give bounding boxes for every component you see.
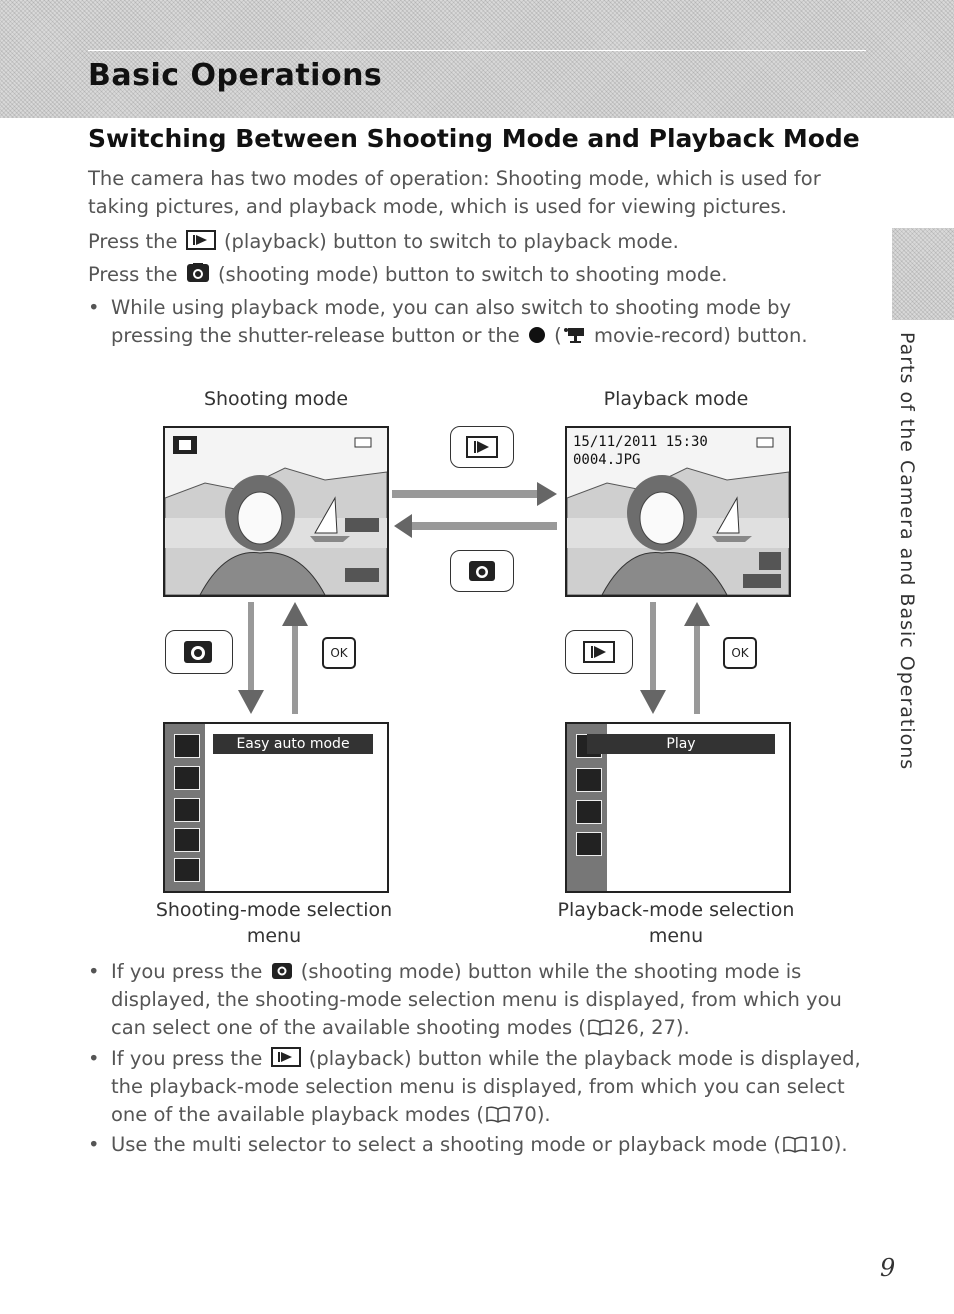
text: 10).: [808, 1133, 848, 1156]
playback-icon: [451, 427, 513, 467]
shooting-mode-label: Shooting mode: [203, 388, 349, 410]
text: Press the: [88, 263, 178, 286]
playback-icon: [566, 631, 632, 673]
playback-key: [450, 426, 514, 468]
menu-icon-column: [165, 724, 205, 891]
text: If you press the: [111, 960, 263, 983]
auto-mode-icon: [174, 858, 200, 882]
caption-line: menu: [648, 925, 704, 947]
arrow-to-shooting: [412, 522, 557, 530]
text: movie-record) button.: [594, 324, 808, 347]
shooting-instruction: [88, 261, 868, 289]
menu-title-bar: Easy auto mode: [213, 734, 373, 754]
bullet-text: While using playback mode, you can also switch to shooting mode by pressing the shutter-release button or the ( movie-record) button.: [111, 296, 808, 347]
menu-arrows-left: [238, 602, 308, 714]
list-by-date-icon: [576, 832, 602, 856]
shooting-menu-caption: [124, 897, 424, 949]
playback-screen: [565, 426, 791, 597]
section-banner: [0, 0, 954, 118]
bullet-text: [111, 958, 871, 1042]
scene-icon: [174, 766, 200, 790]
playback-date: 15/11/2011 15:30: [573, 434, 708, 450]
playback-menu-caption: [526, 897, 826, 949]
book-icon: [486, 1105, 510, 1123]
mode-switch-arrows: [392, 480, 560, 540]
playback-key: [565, 630, 633, 674]
bullet-dot: •: [88, 960, 100, 983]
menu-title-bar: Play: [587, 734, 775, 754]
caption-line: Shooting-mode selection: [155, 899, 393, 921]
bullet-dot: •: [88, 296, 100, 319]
text: (playback) button to switch to playback mode.: [223, 230, 679, 253]
camera-icon: [186, 263, 210, 283]
ok-button: OK: [723, 637, 757, 669]
intro-paragraph: The camera has two modes of operation: Shooting mode, which is used for taking pictures, and playback mode, which is used for viewing pictures.: [88, 167, 821, 218]
banner-rule: [88, 50, 866, 51]
bullet-text: [111, 1045, 871, 1129]
record-dot-icon: [528, 326, 546, 344]
playback-icon: [186, 230, 216, 250]
movie-camera-icon: [564, 326, 586, 344]
sd-icon: [174, 798, 200, 822]
side-tab: [892, 228, 954, 320]
caption-line: Playback-mode selection: [557, 899, 795, 921]
page-number: 9: [880, 1254, 896, 1282]
section-title: Basic Operations: [88, 58, 383, 93]
shooting-key: [165, 630, 233, 674]
playback-icon: [271, 1047, 301, 1067]
shooting-scene-illustration: [165, 428, 387, 595]
ok-button: OK: [322, 637, 356, 669]
text: (shooting mode) button while the shooting mode is displayed, the shooting-mode selection menu is displayed, from which you can select one of the available shooting modes (: [111, 960, 842, 1039]
camera-icon: [451, 551, 513, 591]
text: While using playback mode, you can also switch to shooting mode by pressing the shutter-release button or the: [111, 296, 791, 347]
menu-arrows-right: [640, 602, 710, 714]
bullet-text: [111, 1131, 871, 1159]
camera-icon: [166, 631, 232, 673]
playback-instruction: [88, 228, 868, 256]
text: Press the: [88, 230, 178, 253]
bullet-dot: •: [88, 1047, 100, 1070]
smart-portrait-icon: [174, 828, 200, 852]
text: (shooting mode) button to switch to shooting mode.: [217, 263, 728, 286]
text: 70).: [512, 1103, 551, 1126]
text: If you press the: [111, 1047, 263, 1070]
text: 26, 27).: [613, 1016, 690, 1039]
shooting-menu-screen: [163, 722, 389, 893]
shooting-key: [450, 550, 514, 592]
favorite-icon: [576, 768, 602, 792]
page-title: Switching Between Shooting Mode and Playback Mode: [88, 124, 860, 153]
easy-auto-icon: [174, 734, 200, 758]
text: (playback) button while the playback mode is displayed, the playback-mode selection menu is displayed, from which you can select one of the available playback modes (: [111, 1047, 861, 1126]
playback-filename: 0004.JPG: [573, 452, 641, 468]
playback-menu-screen: [565, 722, 791, 893]
bullet-dot: •: [88, 1133, 100, 1156]
auto-sort-icon: [576, 800, 602, 824]
side-tab-text: Parts of the Camera and Basic Operations: [896, 332, 918, 771]
camera-icon: [271, 961, 293, 980]
caption-line: menu: [246, 925, 302, 947]
book-icon: [588, 1018, 612, 1036]
playback-mode-label: Playback mode: [603, 388, 749, 410]
shooting-screen: [163, 426, 389, 597]
book-icon: [783, 1135, 807, 1153]
text: Use the multi selector to select a shooting mode or playback mode (: [111, 1133, 781, 1156]
arrow-to-playback: [392, 490, 537, 498]
